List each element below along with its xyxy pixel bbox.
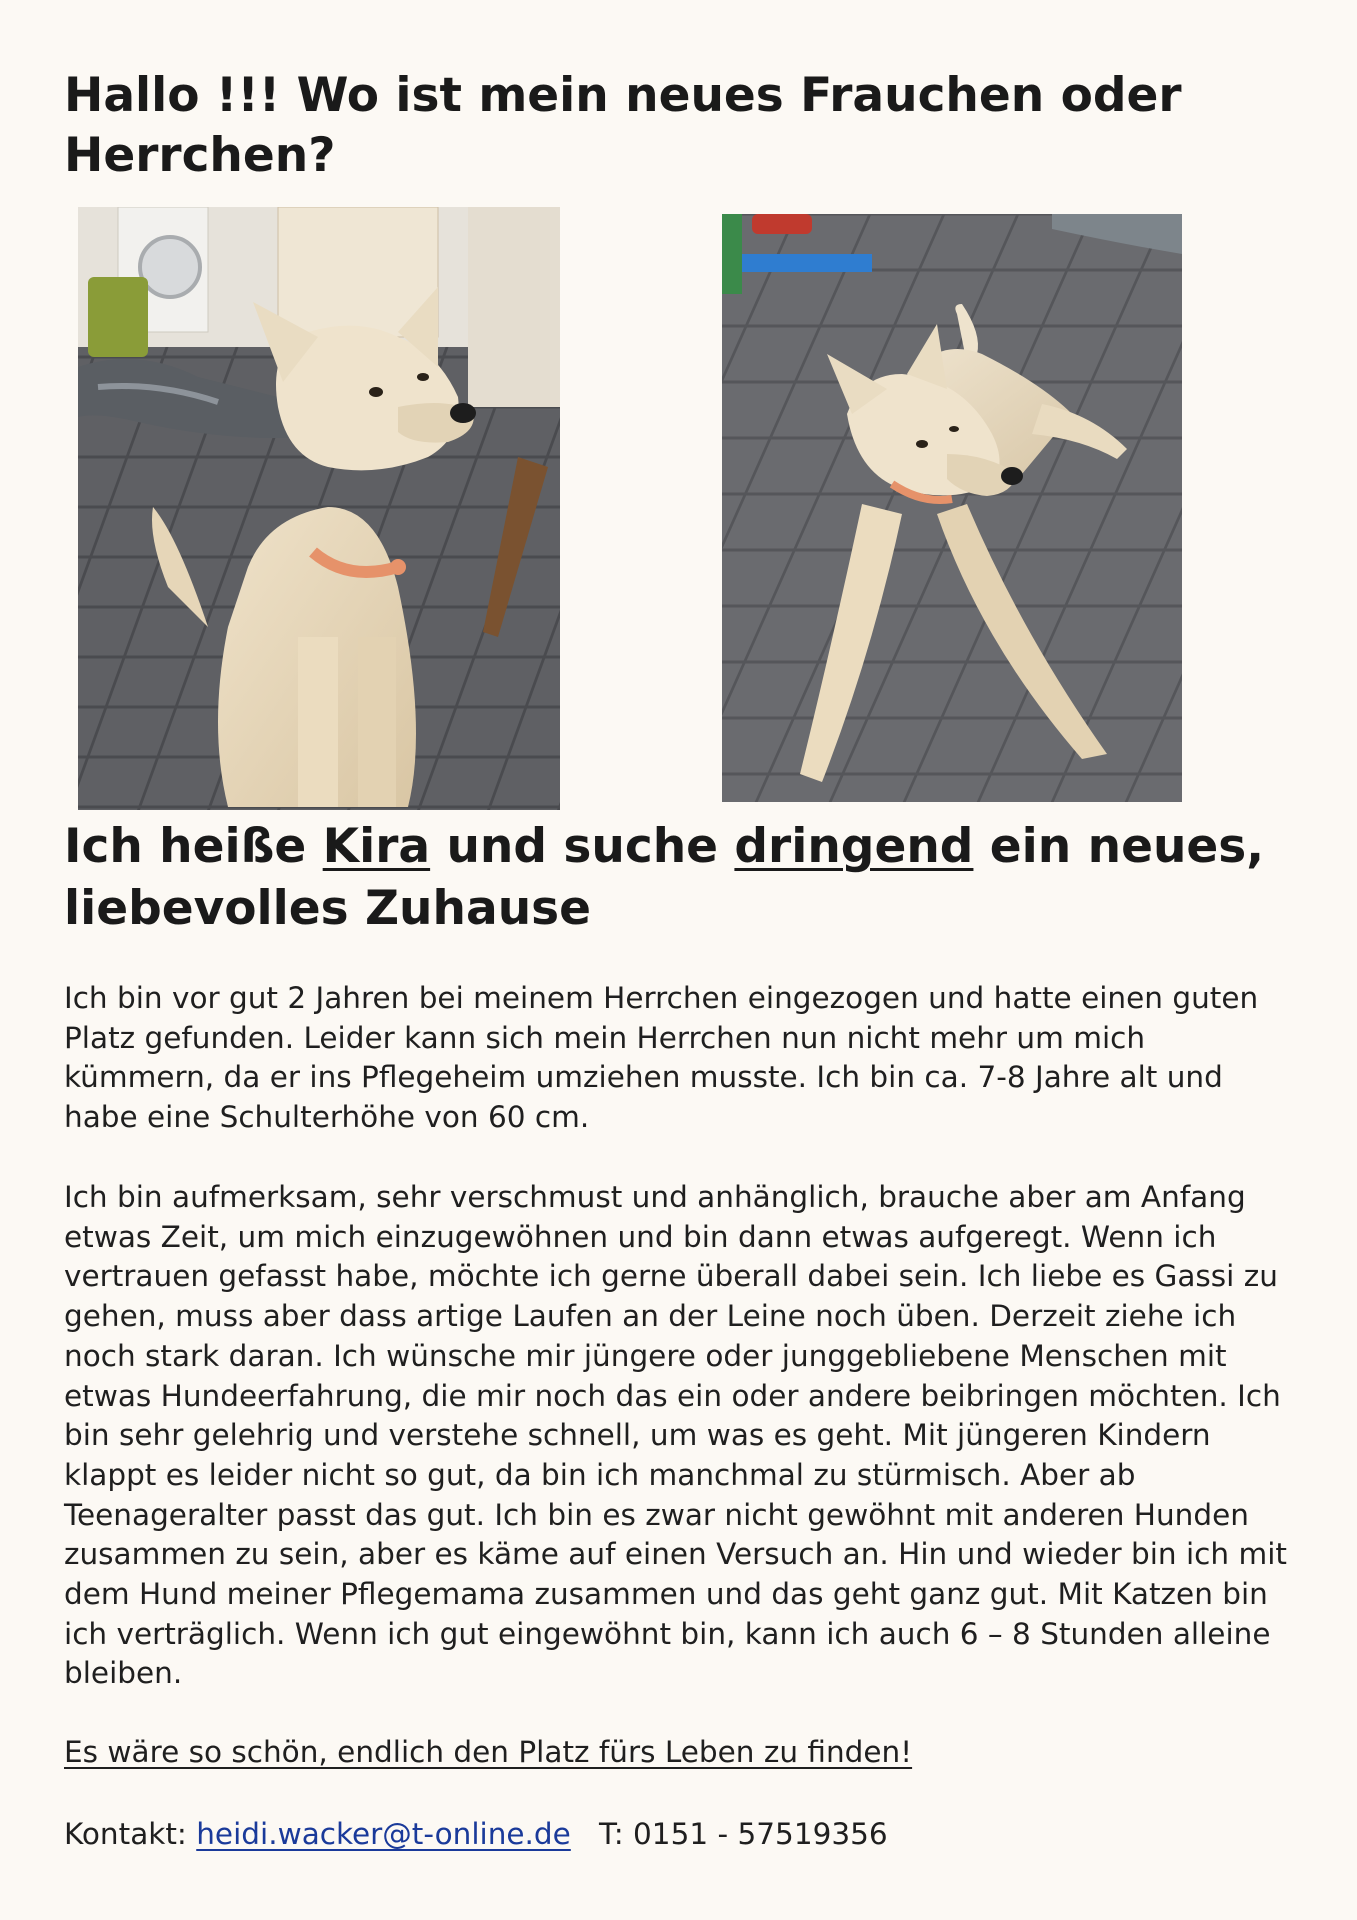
intro-paragraph: Ich bin vor gut 2 Jahren bei meinem Herrchen eingezogen und hatte einen guten Platz gefunden. Leider kann sich mein Herrchen nun nicht mehr um mich kümmern, da er ins Pflegeheim umziehen musste. Ich bin ca. 7-8 Jahre alt und habe eine Schulterhöhe von 60 cm. [64,981,1259,1135]
contact-label: Kontakt: [64,1817,197,1851]
urgent-word: dringend [734,819,974,874]
headline-part1: Ich heiße [64,819,323,874]
dog-name: Kira [322,819,431,874]
page-title: Hallo !!! Wo ist mein neues Frauchen oder Herrchen? [64,68,1182,183]
character-paragraph: Ich bin aufmerksam, sehr verschmust und anhänglich, brauche aber am Anfang etwas Zeit, um mich einzugewöhnen und bin dann etwas aufgeregt. Wenn ich vertrauen gefasst habe, möchte ich gerne überall dabei sein. Ich liebe es Gassi zu gehen, muss aber dass artige Laufen an der Leine noch üben. Derzeit ziehe ich noch stark daran. Ich wünsche mir jüngere oder junggebliebene Menschen mit etwas Hundeerfahrung, die mir noch das ein oder andere beibringen möchten. Ich bin sehr gelehrig und verstehe schnell, um was es geht. Mit jüngeren Kindern klappt es leider nicht so gut, da bin ich manchmal zu stürmisch. Aber ab Teenageralter passt das gut. Ich bin es zwar nicht gewöhnt mit anderen Hunden zusammen zu sein, aber es käme auf einen Versuch an. Hin und wieder bin ich mit dem Hund meiner Pflegemama zusammen und das geht ganz gut. Mit Katzen bin ich verträglich. Wenn ich gut eingewöhnt bin, kann ich auch 6 – 8 Stunden alleine bleiben. [64,1180,1287,1691]
headline-part2: und suche [430,819,735,874]
headline [64,816,1294,940]
contact-email-link[interactable]: heidi.wacker@t-online.de [196,1817,571,1851]
dog-sitting-photo [78,207,560,810]
contact-line [64,1814,1304,1854]
contact-phone: T: 0151 - 57519356 [570,1817,888,1851]
closing-line: Es wäre so schön, endlich den Platz fürs Leben zu finden! [64,1735,913,1769]
dog-lying-photo [722,214,1182,802]
headline-part3: ein neues, liebevolles Zuhause [64,819,1265,936]
